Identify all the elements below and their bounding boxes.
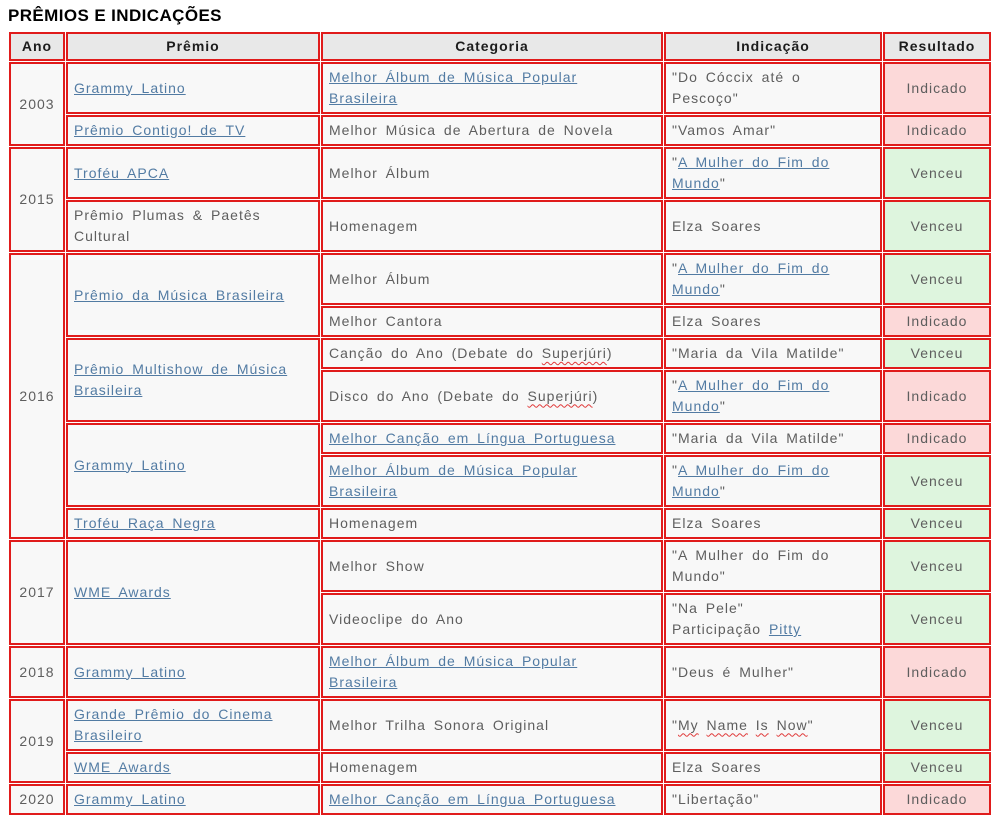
table-row bbox=[9, 508, 991, 539]
award-link[interactable]: Prêmio Contigo! de TV bbox=[74, 122, 246, 138]
result-cell: Venceu bbox=[883, 752, 991, 783]
table-row bbox=[9, 423, 991, 454]
table-row bbox=[9, 338, 991, 369]
category-link[interactable]: Melhor Canção em Língua Portuguesa bbox=[329, 791, 616, 807]
result-cell: Venceu bbox=[883, 593, 991, 645]
award-link[interactable]: Grande Prêmio do Cinema Brasileiro bbox=[74, 706, 273, 743]
misspelled-word: Is bbox=[755, 716, 769, 733]
column-header-premio: Prêmio bbox=[66, 32, 320, 61]
nomination-cell: "A Mulher do Fim do Mundo" bbox=[664, 370, 882, 422]
column-header-resultado: Resultado bbox=[883, 32, 991, 61]
award-cell bbox=[66, 338, 320, 422]
category-cell: Homenagem bbox=[321, 508, 663, 539]
award-cell bbox=[66, 752, 320, 783]
category-cell bbox=[321, 455, 663, 507]
result-cell: Indicado bbox=[883, 115, 991, 146]
nomination-cell: "Do Cóccix até o Pescoço" bbox=[664, 62, 882, 114]
table-row bbox=[9, 646, 991, 698]
result-cell: Venceu bbox=[883, 508, 991, 539]
awards-table bbox=[8, 31, 992, 816]
table-row bbox=[9, 200, 991, 252]
misspelled-word: Now bbox=[776, 716, 808, 733]
nomination-link[interactable]: A Mulher do Fim do Mundo bbox=[672, 154, 830, 191]
table-row bbox=[9, 147, 991, 199]
category-cell: Melhor Música de Abertura de Novela bbox=[321, 115, 663, 146]
category-link[interactable]: Melhor Álbum de Música Popular Brasileira bbox=[329, 462, 578, 499]
nomination-cell: "Deus é Mulher" bbox=[664, 646, 882, 698]
award-link[interactable]: Grammy Latino bbox=[74, 663, 186, 680]
nomination-link[interactable]: A Mulher do Fim do Mundo bbox=[672, 462, 830, 499]
category-cell: Homenagem bbox=[321, 752, 663, 783]
nomination-cell: "Na Pele" Participação Pitty bbox=[664, 593, 882, 645]
result-cell: Indicado bbox=[883, 306, 991, 337]
column-header-ano: Ano bbox=[9, 32, 65, 61]
table-row bbox=[9, 752, 991, 783]
award-cell bbox=[66, 540, 320, 645]
result-cell: Venceu bbox=[883, 253, 991, 305]
year-cell: 2016 bbox=[9, 253, 65, 539]
category-cell bbox=[321, 784, 663, 815]
table-row bbox=[9, 540, 991, 592]
nomination-cell: "A Mulher do Fim do Mundo" bbox=[664, 147, 882, 199]
header-row bbox=[9, 32, 991, 61]
category-cell: Canção do Ano (Debate do Superjúri) bbox=[321, 338, 663, 369]
award-link[interactable]: Troféu APCA bbox=[74, 164, 170, 181]
misspelled-word: Name bbox=[706, 716, 748, 733]
result-cell: Venceu bbox=[883, 699, 991, 751]
nomination-cell: "A Mulher do Fim do Mundo" bbox=[664, 455, 882, 507]
award-cell bbox=[66, 699, 320, 751]
category-cell: Melhor Cantora bbox=[321, 306, 663, 337]
nomination-cell: Elza Soares bbox=[664, 752, 882, 783]
category-cell bbox=[321, 423, 663, 454]
nomination-cell: "A Mulher do Fim do Mundo" bbox=[664, 540, 882, 592]
award-cell bbox=[66, 784, 320, 815]
category-cell: Homenagem bbox=[321, 200, 663, 252]
result-cell: Venceu bbox=[883, 147, 991, 199]
award-link[interactable]: Prêmio Multishow de Música Brasileira bbox=[74, 361, 288, 398]
category-cell: Melhor Trilha Sonora Original bbox=[321, 699, 663, 751]
table-row bbox=[9, 253, 991, 305]
nomination-cell: "Libertação" bbox=[664, 784, 882, 815]
nomination-link[interactable]: A Mulher do Fim do Mundo bbox=[672, 377, 830, 414]
category-cell: Melhor Show bbox=[321, 540, 663, 592]
result-cell: Indicado bbox=[883, 784, 991, 815]
nomination-link[interactable]: Pitty bbox=[768, 621, 802, 637]
column-header-indicacao: Indicação bbox=[664, 32, 882, 61]
result-cell: Indicado bbox=[883, 646, 991, 698]
category-cell: Videoclipe do Ano bbox=[321, 593, 663, 645]
award-cell bbox=[66, 147, 320, 199]
award-cell bbox=[66, 423, 320, 507]
nomination-cell: "Maria da Vila Matilde" bbox=[664, 423, 882, 454]
award-cell bbox=[66, 508, 320, 539]
misspelled-word: My bbox=[677, 716, 699, 733]
misspelled-word: Superjúri bbox=[541, 345, 607, 361]
result-cell: Indicado bbox=[883, 62, 991, 114]
column-header-categoria: Categoria bbox=[321, 32, 663, 61]
award-link[interactable]: WME Awards bbox=[74, 584, 171, 600]
result-cell: Indicado bbox=[883, 370, 991, 422]
award-link[interactable]: Grammy Latino bbox=[74, 456, 186, 473]
year-cell: 2018 bbox=[9, 646, 65, 698]
category-cell bbox=[321, 646, 663, 698]
page-title: PRÊMIOS E INDICAÇÕES bbox=[8, 6, 222, 25]
nomination-cell: Elza Soares bbox=[664, 200, 882, 252]
award-cell bbox=[66, 646, 320, 698]
category-link[interactable]: Melhor Álbum de Música Popular Brasileira bbox=[329, 69, 578, 106]
award-cell bbox=[66, 62, 320, 114]
year-cell: 2019 bbox=[9, 699, 65, 783]
award-link[interactable]: Prêmio da Música Brasileira bbox=[74, 286, 285, 303]
table-row bbox=[9, 784, 991, 815]
nomination-cell: "My Name Is Now" bbox=[664, 699, 882, 751]
award-link[interactable]: Grammy Latino bbox=[74, 791, 186, 807]
misspelled-word: Superjúri bbox=[527, 387, 593, 404]
category-cell: Disco do Ano (Debate do Superjúri) bbox=[321, 370, 663, 422]
category-cell: Melhor Álbum bbox=[321, 253, 663, 305]
award-link[interactable]: Troféu Raça Negra bbox=[74, 515, 216, 531]
result-cell: Venceu bbox=[883, 200, 991, 252]
nomination-cell: "A Mulher do Fim do Mundo" bbox=[664, 253, 882, 305]
nomination-cell: Elza Soares bbox=[664, 306, 882, 337]
award-cell bbox=[66, 115, 320, 146]
year-cell: 2017 bbox=[9, 540, 65, 645]
nomination-cell: "Vamos Amar" bbox=[664, 115, 882, 146]
result-cell: Indicado bbox=[883, 423, 991, 454]
result-cell: Venceu bbox=[883, 540, 991, 592]
category-cell: Melhor Álbum bbox=[321, 147, 663, 199]
award-cell bbox=[66, 253, 320, 337]
result-cell: Venceu bbox=[883, 455, 991, 507]
year-cell: 2015 bbox=[9, 147, 65, 252]
table-row bbox=[9, 115, 991, 146]
nomination-link[interactable]: A Mulher do Fim do Mundo bbox=[672, 260, 830, 297]
category-cell bbox=[321, 62, 663, 114]
nomination-cell: "Maria da Vila Matilde" bbox=[664, 338, 882, 369]
award-link[interactable]: WME Awards bbox=[74, 759, 171, 775]
award-cell: Prêmio Plumas & Paetês Cultural bbox=[66, 200, 320, 252]
category-link[interactable]: Melhor Álbum de Música Popular Brasileira bbox=[329, 653, 578, 690]
result-cell: Venceu bbox=[883, 338, 991, 369]
table-row bbox=[9, 62, 991, 114]
category-link[interactable]: Melhor Canção em Língua Portuguesa bbox=[329, 430, 616, 446]
year-cell: 2003 bbox=[9, 62, 65, 146]
table-row bbox=[9, 699, 991, 751]
award-link[interactable]: Grammy Latino bbox=[74, 79, 186, 96]
year-cell: 2020 bbox=[9, 784, 65, 815]
nomination-cell: Elza Soares bbox=[664, 508, 882, 539]
